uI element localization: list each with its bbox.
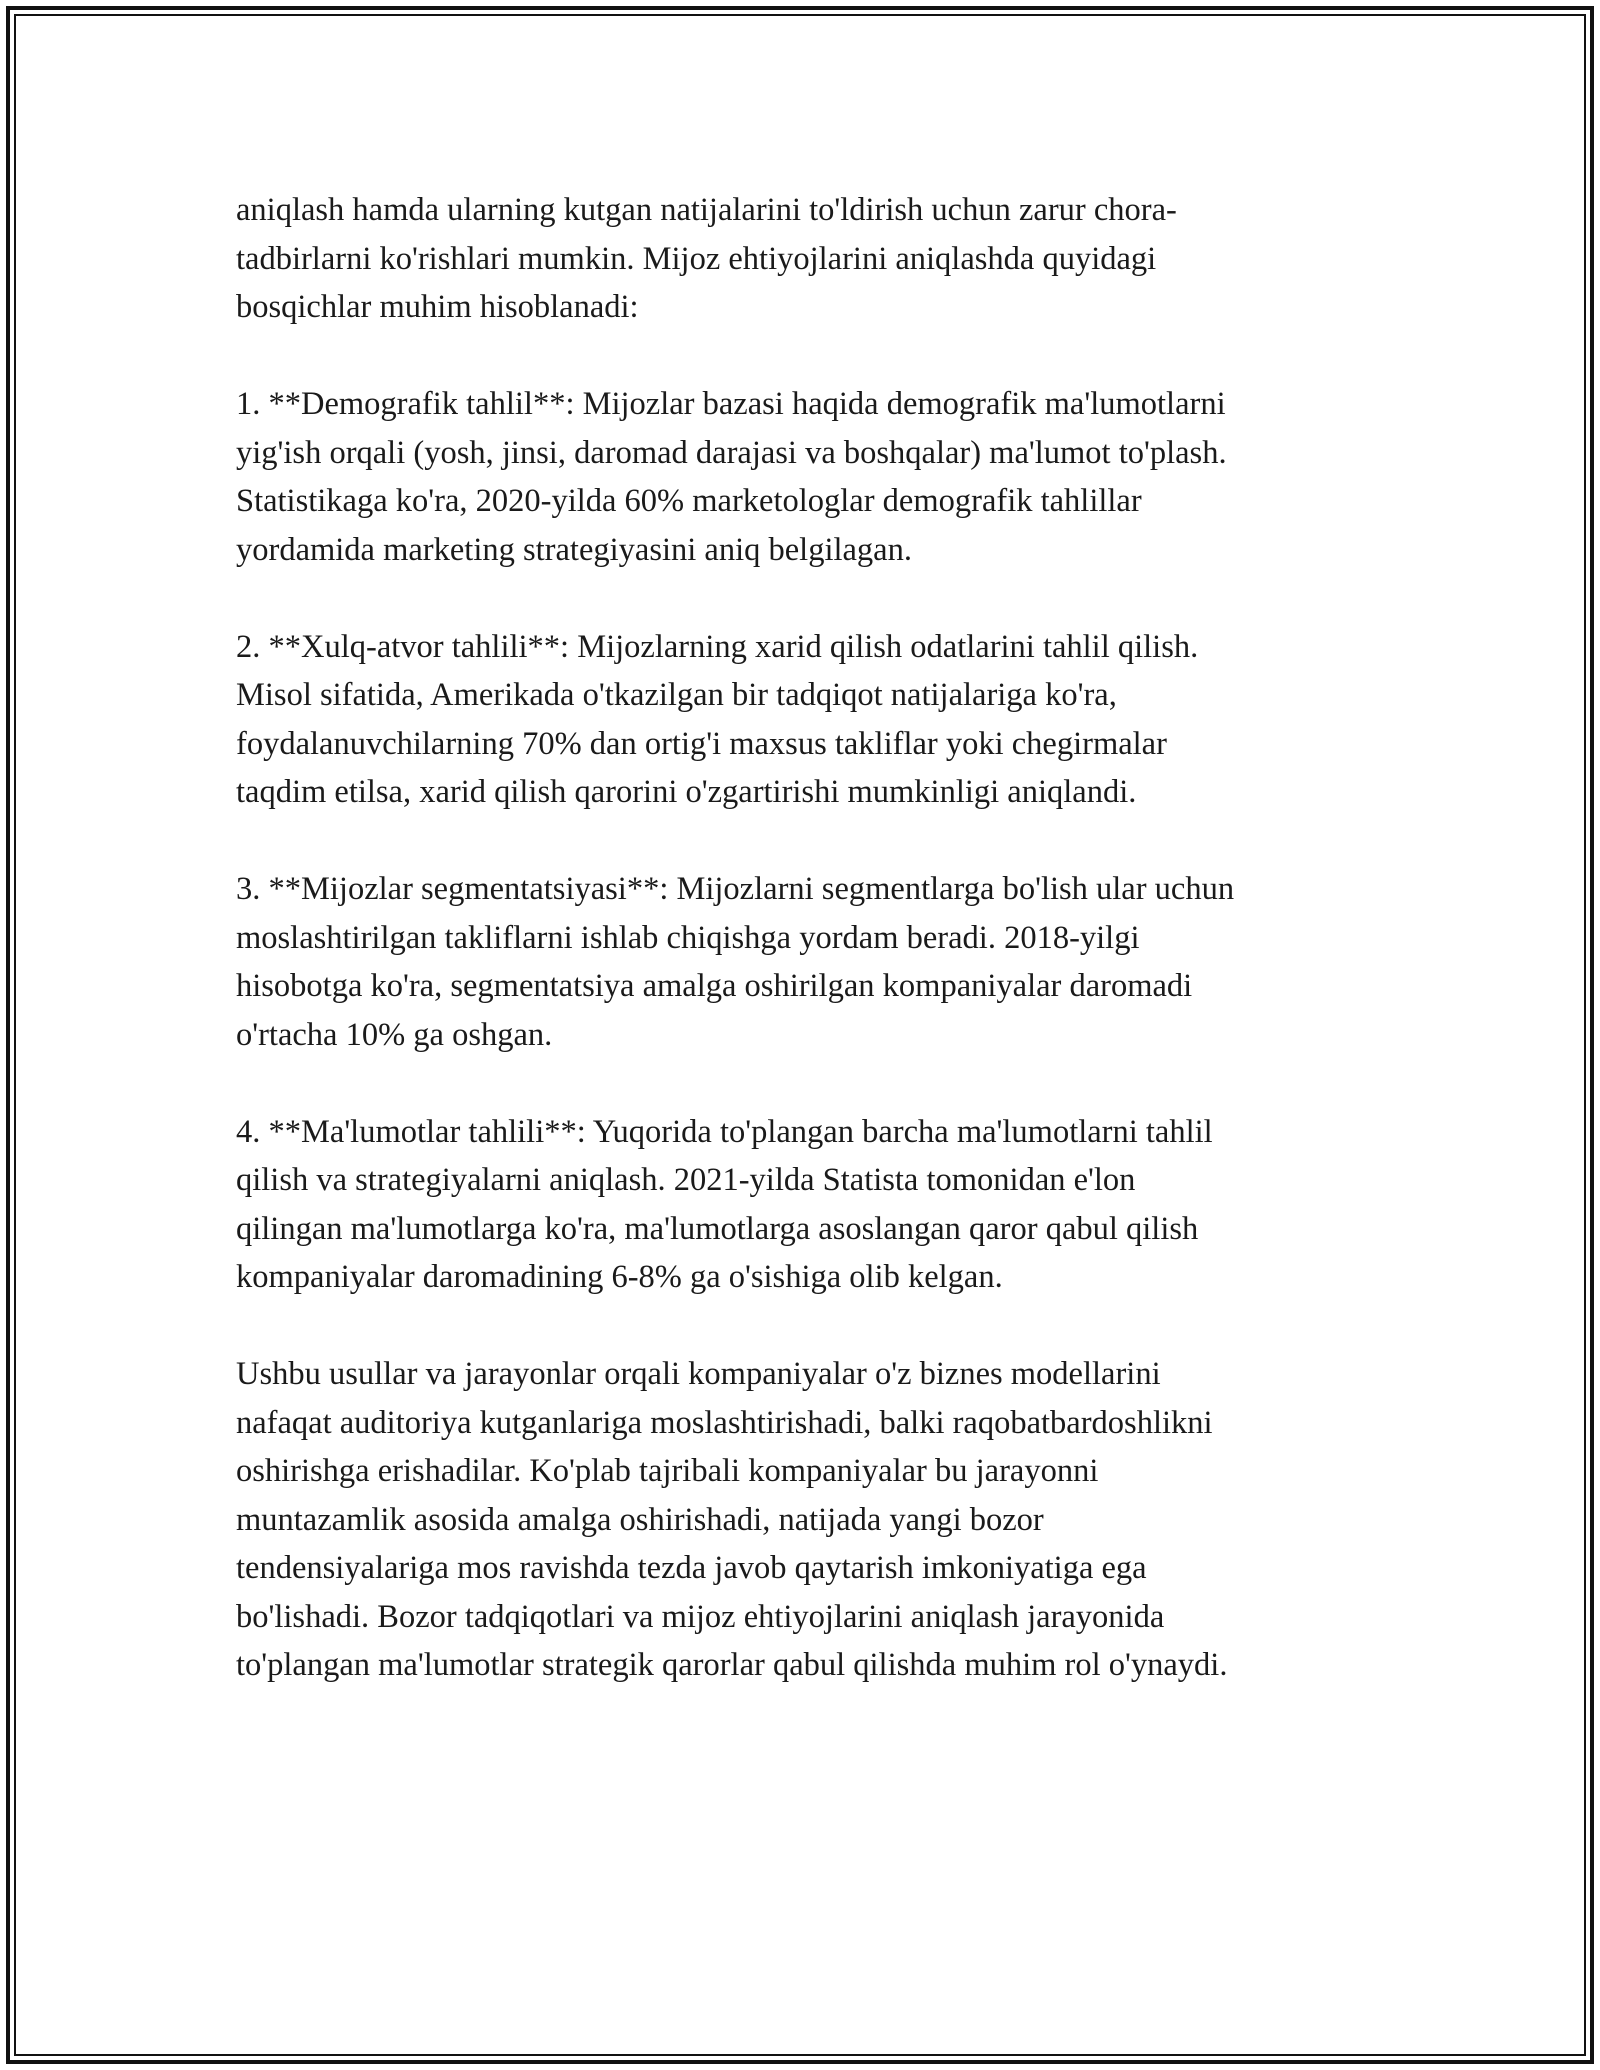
conclusion-paragraph: Ushbu usullar va jarayonlar orqali kompaniyalar o'z biznes modellarini nafaqat auditoriya kutganlariga moslashtirishadi, balki raqobatbardoshlikni oshirishga erishadilar. Ko'plab tajribali kompaniyalar bu jarayonni muntazamlik asosida amalga oshirishadi, natijada yangi bozor tendensiyalariga mos ravishda tezda javob qaytarish imkoniyatiga ega bo'lishadi. Bozor tadqiqotlari va mijoz ehtiyojlarini aniqlash jarayonida to'plangan ma'lumotlar strategik qarorlar qabul qilishda muhim rol o'ynaydi. (236, 1356, 1228, 1683)
list-item-behavior: 2. **Xulq-atvor tahlili**: Mijozlarning xarid qilish odatlarini tahlil qilish. Misol sifatida, Amerikada o'tkazilgan bir tadqiqot natijalariga ko'ra, foydalanuvchilarning 70% dan ortig'i maxsus takliflar yoki chegirmalar taqdim etilsa, xarid qilish qarorini o'zgartirishi mumkinligi aniqlandi. (236, 628, 1199, 810)
list-item-data-analysis: 4. **Ma'lumotlar tahlili**: Yuqorida to'plangan barcha ma'lumotlarni tahlil qilish va strategiyalarni aniqlash. 2021-yilda Statista tomonidan e'lon qilingan ma'lumotlarga ko'ra, ma'lumotlarga asoslangan qaror qabul qilish kompaniyalar daromadining 6-8% ga o'sishiga olib kelgan. (236, 1113, 1213, 1295)
document-body (236, 186, 1366, 1690)
intro-paragraph: aniqlash hamda ularning kutgan natijalarini to'ldirish uchun zarur chora- tadbirlarni ko'rishlari mumkin. Mijoz ehtiyojlarini aniqlashda quyidagi bosqichlar muhim hisoblanadi: (236, 192, 1177, 325)
list-item-demographic: 1. **Demografik tahlil**: Mijozlar bazasi haqida demografik ma'lumotlarni yig'ish orqali (yosh, jinsi, daromad darajasi va boshqalar) ma'lumot to'plash. Statistikaga ko'ra, 2020-yilda 60% marketologlar demografik tahlillar yordamida marketing strategiyasini aniq belgilagan. (236, 386, 1227, 568)
paragraph-gap (236, 1302, 1366, 1351)
paragraph-gap (236, 332, 1366, 381)
list-item-segmentation: 3. **Mijozlar segmentatsiyasi**: Mijozlarni segmentlarga bo'lish ular uchun moslashtirilgan takliflarni ishlab chiqishga yordam beradi. 2018-yilgi hisobotga ko'ra, segmentatsiya amalga oshirilgan kompaniyalar daromadi o'rtacha 10% ga oshgan. (236, 871, 1235, 1053)
paragraph-gap (236, 574, 1366, 623)
paragraph-gap (236, 1059, 1366, 1108)
paragraph-gap (236, 817, 1366, 866)
